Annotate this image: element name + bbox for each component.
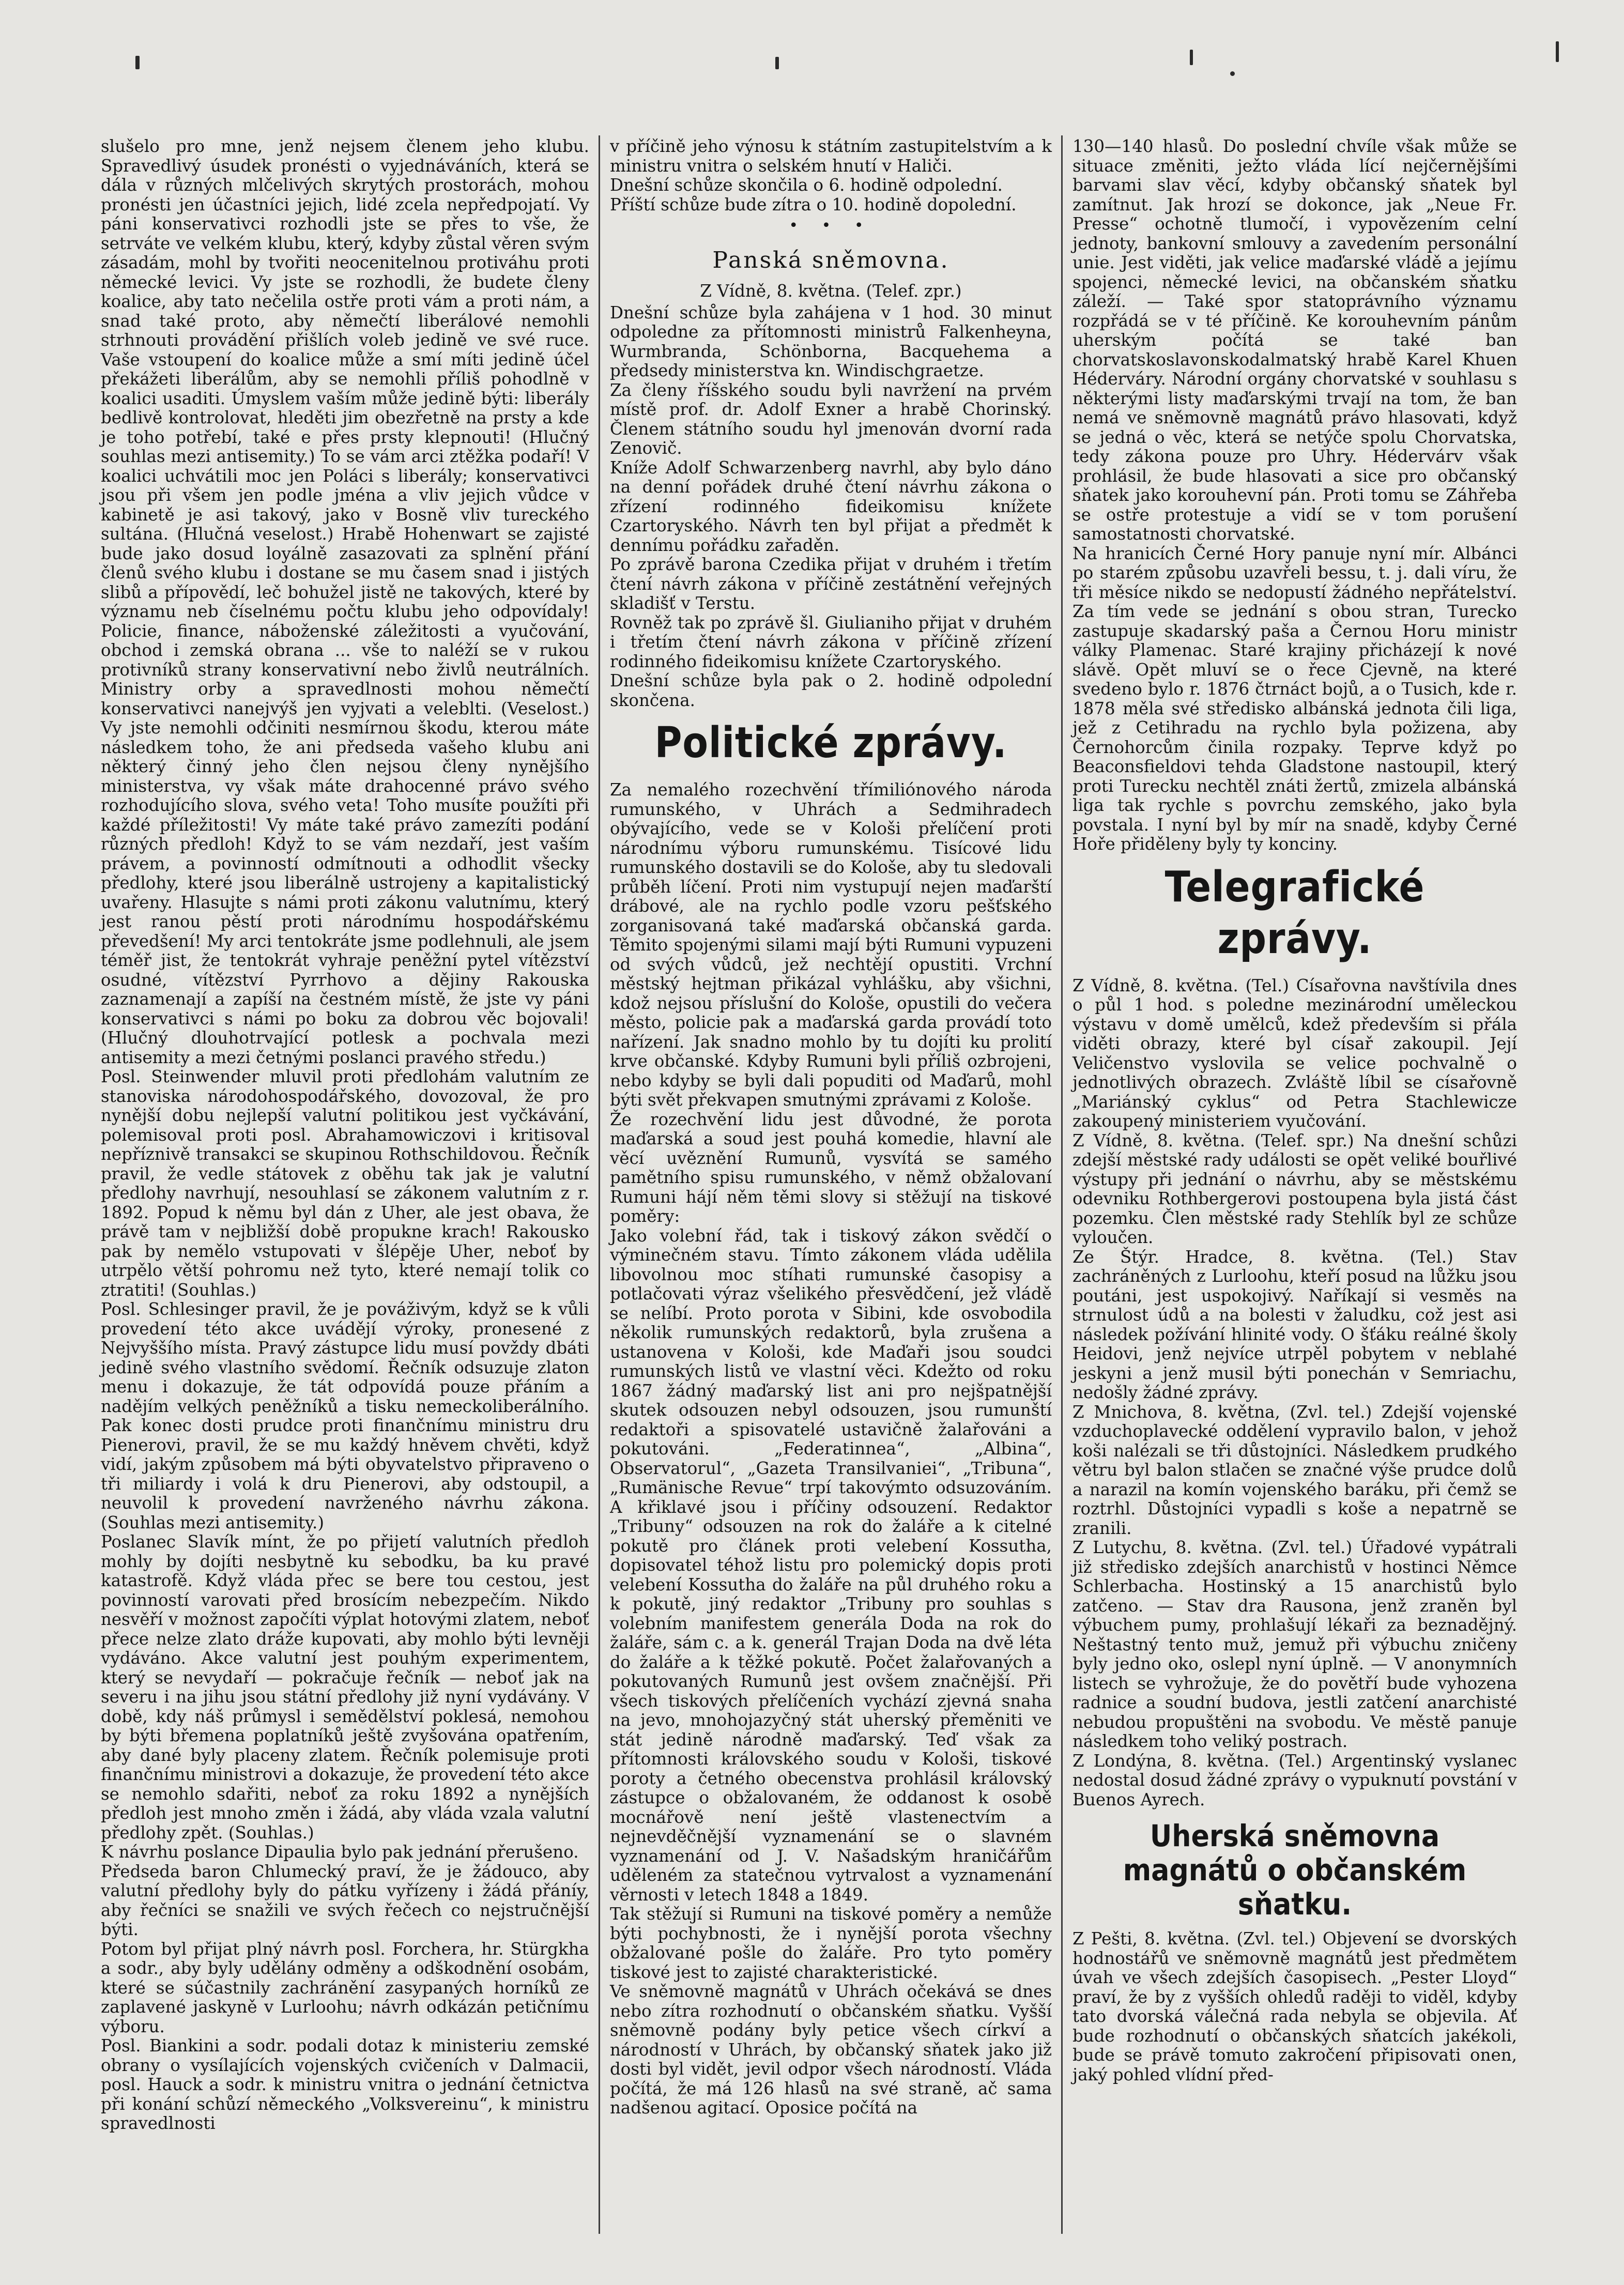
print-speck bbox=[135, 56, 140, 69]
column-rule bbox=[599, 135, 600, 2234]
paragraph: Posl. Schlesinger pravil, že je pováživým, když se k vůli provedení této akce uvádějí výroky, pronesené z Nejvyššího místa. Pravý zástupce lidu musí povždy dbáti jedině svého vlastního svědomí. Řečník odsuzuje zlaton menu i dokazuje, že tát odpovídá pouze přáním a nadějím velkých peněžníků a tisku nemeckoliberálního. Pak konec dosti prudce proti finančnímu ministru dru Pienerovi, pravil, že se mu každý hněvem chvěti, když vidí, jakým způsobem má býti obyvatelstvo připraveno o tři miliardy i volá k dru Pienerovi, aby odstoupil, a neuvolil k provedení navrženého návrhu zákona. (Souhlas mezi antisemity.) bbox=[101, 1299, 589, 1532]
paragraph: Posl. Steinwender mluvil proti předlohám valutním ze stanoviska národohospodářského, dovozoval, že pro nynější dobu nejlepší valutní politikou jest vyčkávání, polemisoval proti posl. Abrahamowiczovi i kritisoval nepříznivě transakci se skupinou Rothschildovou. Řečník pravil, že vedle státovek z oběhu tak jak je valutní předlohy navrhují, nesouhlasí se zákonem valutním z r. 1892. Popud k němu byl dán z Uher, ale jest obava, že právě tam v nejbližší době propukne krach! Rakousko pak by nemělo vstupovati v šlépěje Uher, neboť by utrpělo větší pohromu než tyto, které nemají tolik co ztratiti! (Souhlas.) bbox=[101, 1067, 589, 1300]
paragraph: Rovněž tak po zprávě šl. Giulianiho přijat v druhém i třetím čtení návrh zákona v příčině zřízení rodinného fideikomisu knížete Czartoryského. bbox=[610, 612, 1052, 671]
paragraph: Poslanec Slavík mínt, že po přijetí valutních předloh mohly by dojíti nesbytně ku sebodku, ba ku pravé katastrofě. Když vláda přec se bere tou cestou, jest povinností varovati před brosícím nebezpečím. Nikdo nesvěří v možnost započíti výplat hotovými zlatem, neboť přece nelze zlato dráže kupovati, aby mohlo býti levněji vydáváno. Akce valutní jest pouhým experimentem, který se nevydaří — pokračuje řečník — neboť jak na severu i na jihu jsou státní předlohy již nyní vydávány. V době, kdy náš průmysl i semědělství poklesá, nemohou by býti břemena poplatníků ještě zvyšována opatřením, aby dané byly placeny zlatem. Řečník polemisuje proti finančnímu ministrovi a dokazuje, že provedení této akce se nemohlo sdařiti, neboť za roku 1892 a nynějších předloh jest mnoho změn i žádá, aby vláda vzala valutní předlohy zpět. (Souhlas.) bbox=[101, 1532, 589, 1843]
paragraph: Ve sněmovně magnátů v Uhrách očekává se dnes nebo zítra rozhodnutí o občanském sňatku. Vyšší sněmovně podány byly petice všech církví a národností v Uhrách, by občanský sňatek jako již dosti byl vidět, jevil odpor všech národností. Vláda počítá, že má 126 hlasů na své straně, ač sama nadšenou agitací. Oposice počítá na bbox=[610, 1982, 1052, 2118]
paragraph: Příští schůze bude zítra o 10. hodině dopolední. bbox=[610, 194, 1017, 214]
paragraph: Z Pešti, 8. května. (Zvl. tel.) Objevení se dvorských hodnostářů ve sněmovně magnátů jest předmětem úvah ve všech zdejších časopisech. „Pester Lloyd“ praví, že by z vyšších ohledů raději to viděl, kdyby tato dvorská válečná rada nebyla se objevila. Ať bude rozhodnutí o občanských sňatcích jakékoli, bude se právě tomuto zakročení připisovati onen, jaký pohled vlídní před- bbox=[1073, 1929, 1517, 2084]
paragraph: Posl. Biankini a sodr. podali dotaz k ministeriu zemské obrany o vysílajících vojenských cvičeních v Dalmacii, posl. Hauck a sodr. k ministru vnitra o jednání četnictva při konání schůzí německého „Volksvereinu“, k ministru spravedlnosti bbox=[101, 2036, 589, 2133]
paragraph: Předseda baron Chlumecký praví, že je žádouco, aby valutní předlohy byly do pátku vyřízeny i žádá přáníy, aby řečníci se snažili ve svých řečech co nejstručnější býti. bbox=[101, 1861, 589, 1939]
paragraph: slušelo pro mne, jenž nejsem členem jeho klubu. Spravedlivý úsudek pronésti o vyjednáváních, která se dála v různých mlčelivých skrytých prostorách, mohou pronésti jen účastníci jejich, lidé zcela nepředpojatí. Vy páni konservativci rozhodli jste se přes to vše, že setrváte ve velkém klubu, který, kdyby zůstal věren svým zásadám, mohl by tvořiti neocenitelnou protiváhu proti německé levici. Vy jste se rozhodli, že budete členy koalice, aby tato nečelila ostře proti vám a proti nám, a snad také proto, aby němečtí liberálové nemohli strhnouti provádění přišlích voleb jedině ve své ruce. Vaše vstoupení do koalice může a smí míti jedině účel překážeti liberálům, aby se nemohli příliš pohodlně v koalici usaditi. Úmyslem vaším může jedině býti: liberály bedlivě kontrolovat, hleděti jim obezřetně na prsty a kde je toho potřebí, také e přes prsty klepnouti! (Hlučný souhlas mezi antisemity.) To se vám arci ztěžka podaří! V koalici uchvátili moc jen Poláci s liberály; konservativci jsou při všem jen podle jména a vliv jejich vůdce v kabinetě je asi takový, jako v Bosně vliv tureckého sultána. (Hlučná veselost.) Hrabě Hohenwart se zajisté bude jako dosud loyálně zasazovati za splnění přání členů svého klubu i dostane se mu časem snad i jistých slibů a přípovědí, leč bohužel jistě ne takových, které by významu neb číselnému počtu klubu jeho odpovídaly! Policie, finance, náboženské záležitosti a vyučování, obchod i zemská obrana ... vše to naléží se v rukou protivníků strany konservativní nebo živlů neutrálních. Ministry orby a spravedlnosti mohou němečtí konservativci nanejvýš jen vyjvati a veleblti. (Veselost.) Vy jste nemohli odčiniti nesmírnou škodu, kterou máte následkem toho, že ani předseda vašeho klubu ani některý činný jeho člen nejsou členy nynějšího ministerstva, vy však máte drahocenné právo svého rozhodujícího slova, svého veta! Toho musíte použíti při každé příležitosti! Vy máte také právo zamezíti podání různých předloh! Když to se vám nezdaří, jest vaším právem, a povinností odmítnouti a odhodlit všecky předlohy, které jsou liberálně ustrojeny a kapitalistický uvařeny. Hlasujte s námi proti zákonu valutnímu, který jest ranou pěstí proti národnímu hospodářskému převedšení! My arci tentokráte jsme podlehnuli, ale jsem téměř jist, že tentokrát vyhraje peněžní pytel vítězství osudné, vítězství Pyrrhovo a dějiny Rakouska zaznamenají a zapíší na čestném místě, že jste vy páni konservativci s námi po boku za dobrou věc bojovali! (Hlučný dlouhotrvající potlesk a pochvala mezi antisemity a mezi četnými poslanci pravého středu.) bbox=[101, 137, 589, 1067]
dateline: Z Vídně, 8. května. (Telef. zpr.) bbox=[700, 281, 962, 301]
print-speck bbox=[1230, 71, 1235, 76]
print-speck bbox=[1556, 41, 1559, 62]
paragraph: Dnešní schůze skončila o 6. hodině odpolední. bbox=[610, 175, 1003, 195]
headline-telegraficke-zpravy: Telegrafické zprávy. bbox=[1165, 862, 1425, 963]
column-1 bbox=[96, 137, 594, 2256]
paragraph: Z Londýna, 8. května. (Tel.) Argentinský vyslanec nedostal dosud žádné zprávy o vypuknutí povstání v Buenos Ayrech. bbox=[1073, 1751, 1517, 1809]
paragraph: Z Mnichova, 8. května, (Zvl. tel.) Zdejší vojenské vzduchoplavecké oddělení vypravilo balon, v jehož koši nalézali se tři důstojníci. Následkem prudkého větru byl balon stlačen se značné výše prudce dolů a narazil na komín vojenského baráku, při čemž se roztrhl. Důstojníci vypadli s koše a nepatrně se zranili. bbox=[1073, 1402, 1517, 1538]
paragraph: Tak stěžují si Rumuni na tiskové poměry a nemůže býti pochybnosti, že i nynější porota všechny obžalované pošle do žaláře. Pro tyto poměry tiskové jest to zajisté charakteristické. bbox=[610, 1904, 1052, 1982]
paragraph: Po zprávě barona Czedika přijat v druhém i třetím čtení návrh zákona v příčině zestátnění veřejných skladišť v Terstu. bbox=[610, 555, 1052, 613]
paragraph: Dnešní schůze byla pak o 2. hodině odpolední skončena. bbox=[610, 671, 1052, 710]
paragraph: Dnešní schůze byla zahájena v 1 hod. 30 minut odpoledne za přítomnosti ministrů Falkenheyna, Wurmbranda, Schönborna, Bacquehema a předsedy ministerstva kn. Windischgraetze. bbox=[610, 302, 1052, 380]
headline-politicke-zpravy: Politické zprávy. bbox=[654, 718, 1007, 768]
column-2 bbox=[605, 137, 1057, 2256]
paragraph: Za členy říšského soudu byli navržení na prvém místě prof. dr. Adolf Exner a hrabě Chorinský. Členem státního soudu hyl jmenován dvorní rada Zenovič. bbox=[610, 380, 1052, 458]
section-ornament: • • • bbox=[789, 217, 873, 235]
print-speck bbox=[775, 57, 779, 69]
paragraph: Z Vídně, 8. května. (Tel.) Císařovna navštívila dnes o půl 1 hod. s poledne mezinárodní uměleckou výstavu v domě umělců, kdež především si přála viděti obrazy, které byl císař zakoupil. Její Veličenstvo vyslovila se velice pochvalně o jednotlivých obrazech. Zvláště líbil se císařovně „Mariánský cyklus“ od Petra Stachlewicze zakoupený ministeriem vyučování. bbox=[1073, 975, 1517, 1131]
column-rule bbox=[1061, 135, 1063, 2234]
subheadline-uherska-snemovna: Uherská sněmovna magnátů o občanském sňatku. bbox=[1123, 1818, 1467, 1922]
paragraph: Na hranicích Černé Hory panuje nyní mír. Albánci po starém způsobu uzavřeli bessu, t. j. dali víru, že tři měsíce nikdo se nedopustí žádného nepřátelství. Za tím vede se jednání s obou stran, Turecko zastupuje skadarský paša a Černou Horu ministr války Plamenac. Staré krajiny přicházejí k nové slávě. Opět mluví se o řece Cjevně, na které svedeno bylo r. 1876 čtrnáct bojů, a o Tusich, kde r. 1878 měla své středisko albánská jednota čili liga, jež z Cetihradu na rychlo byla požizena, aby Černohorcům činila rozpaky. Teprve když po Beaconsfieldovi tehda Gladstone nastoupil, který proti Turecku nechtěl znáti žertů, zmizela albánská liga tak rychle s povrchu zemského, jako byla povstala. I nyní byl by mír na snadě, kdyby Černé Hoře přiděleny byly ty konciny. bbox=[1073, 543, 1517, 854]
section-title-panska-snemovna: Panská sněmovna. bbox=[712, 247, 949, 273]
paragraph: v příčině jeho výnosu k státním zastupitelstvím a k ministru vnitra o selském hnutí v Haliči. bbox=[610, 137, 1052, 176]
print-speck bbox=[1190, 50, 1193, 65]
paragraph: 130—140 hlasů. Do poslední chvíle však může se situace změniti, ježto vláda lící nejčernějšími barvami slav věcí, kdyby občanský sňatek byl zamítnut. Jak hrozí se dokonce, jak „Neue Fr. Presse“ ochotně tlumočí, i vypovězením celní jednoty, bankovní smlouvy a zavedením personální unie. Jest viděti, jak velice maďarské vládě a jejímu spojenci, německé levici, na občanském sňatku záleží. — Také spor statoprávního významu rozpřádá se v té příčině. Ke korouhevním pánům uherským počítá se také ban chorvatskoslavonskodalmatský hrabě Karel Khuen Héderváry. Národní orgány chorvatské v souhlasu s některými listy maďarskými trvají na tom, že ban nemá ve sněmovně magnátů právo hlasovati, když se jedná o věc, která se netýče spolu Chorvatska, tedy zákona pouze pro Uhry. Hédervárv však prohlásil, že bude hlasovati a sice pro občanský sňatek jako korouhevní pán. Proti tomu se Záhřeba se ostře protestuje a vidí se v tom porušení samostatnosti chorvatské. bbox=[1073, 137, 1517, 544]
paragraph: Z Lutychu, 8. května. (Zvl. tel.) Úřadové vypátrali již středisko zdejších anarchistů v hostinci Němce Schlerbacha. Hostinský a 15 anarchistů bylo zatčeno. — Stav dra Rausona, jenž zraněn byl výbuchem pumy, prohlašují lékaři za beznadějný. Neštastný tento muž, jemuž při výbuchu zničeny byly jedno oko, oslepl nyní úplně. — V anonymních listech se vyhrožuje, že do povětří bude vyhozena radnice a soudní budova, jestli zatčení anarchisté nebudou propuštěni na svobodu. Ve městě panuje následkem toho veliký postrach. bbox=[1073, 1538, 1517, 1751]
paragraph: Že rozechvění lidu jest důvodné, že porota maďarská a soud jest pouhá komedie, hlavní ale věcí uvěznění Rumunů, vysvítá se samého pamětního spisu rumunského, v němž obžalovaní Rumuni hájí něm těmi slovy si stěžují na tiskové poměry: bbox=[610, 1109, 1052, 1226]
paragraph: Jako volební řád, tak i tiskový zákon svědčí o výminečném stavu. Tímto zákonem vláda udělila libovolnou moc stíhati rumunské časopisy a potlačovati výraz všelikého přesvědčení, jež vládě se nelíbí. Proto porota v Sibini, kde osvobodila několik rumunských redaktorů, byla zrušena a ustanovena v Kološi, kde Maďaři jsou soudci rumunských listů ve vlastní věci. Kdežto od roku 1867 žádný maďarský list ani pro nejšpatnější skutek odsouzen nebyl odsouzen, jsou rumunští redaktoři a spisovatelé ustavičně žalařováni a pokutováni. „Federatinnea“, „Albina“, Observatorul“, „Gazeta Transilvaniei“, „Tribuna“, „Rumänische Revue“ trpí takovýmto odsuzováním. A křiklavé jsou i příčiny odsouzení. Redaktor „Tribuny“ odsouzen na rok do žaláře a k citelné pokutě pro článek proti velebení Kossutha, dopisovatel téhož listu pro polemický dopis proti velebení Kossutha do žaláře na půl druhého roku a k pokutě, jiný redaktor „Tribuny pro souhlas s volebním manifestem generála Doda na rok do žaláře, sám c. a k. generál Trajan Doda na dvě léta do žaláře a k těžké pokutě. Počet žalařovaných a pokutovaných Rumunů jest ovšem značnější. Při všech tiskových přelíčeních vychází zjevná snaha na jevo, mnohojazyčný stát uherský přeměniti ve stát jedině národně maďarský. Teď však za přítomnosti královského soudu v Kološi, tiskové poroty a četného obecenstva prohlásil královský zástupce o obžalovaném, že oddanost k osobě mocnářově není ještě vlastenectvím a nejnevděčnější vyznamenání se o slavném vyznamenání od J. V. Našadským hraničářům uděleném za statečnou vytrvalost a vyznamenání věrnosti v letech 1848 a 1849. bbox=[610, 1225, 1052, 1905]
paragraph: Kníže Adolf Schwarzenberg navrhl, aby bylo dáno na denní pořádek druhé čtení návrhu zákona o zřízení rodinného fideikomisu knížete Czartoryského. Návrh ten byl přijat a předmět k dennímu pořádku zařaděn. bbox=[610, 457, 1052, 555]
paragraph: Za nemalého rozechvění třímiliónového národa rumunského, v Uhrách a Sedmihradech obývajícího, vede se v Kološi přelíčení proti národnímu výboru rumunskému. Tisícové lidu rumunského dostavili se do Kološe, aby tu sledovali průběh líčení. Proti nim vystupují nejen maďarští drábové, ale na rychlo podle vzoru pešťského zorganisovaná také maďarská občanská garda. Těmito spojenými silami mají býti Rumuni vypuzeni od svých vůdců, jež nechtějí opustiti. Vrchní městský hejtman přikázal vyhlášku, aby všichni, kdož nejsou příslušní do Kološe, opustili do večera město, policie pak a maďarská garda provádí toto nařízení. Jak snadno mohlo by tu dojíti ku prolití krve občanské. Kdyby Rumuni byli příliš ozbrojeni, nebo kdyby se byli dali popuditi od Maďarů, mohl býti svět překvapen smutnými zprávami z Kološe. bbox=[610, 780, 1052, 1110]
paragraph: Z Vídně, 8. května. (Telef. spr.) Na dnešní schůzi zdejší městské rady události se opět veliké bouřlivé výstupy při jednání o návrhu, aby se městskému odevniku Rothbergerovi postoupena byla jistá část pozemku. Člen městské rady Stehlík byl ze schůze vyloučen. bbox=[1073, 1130, 1517, 1247]
column-3 bbox=[1067, 137, 1522, 2256]
paragraph: K návrhu poslance Dipaulia bylo pak jednání přerušeno. bbox=[101, 1842, 579, 1862]
paragraph: Ze Štýr. Hradce, 8. května. (Tel.) Stav zachráněných z Lurloohu, kteří posud na lůžku jsou poutáni, jest uspokojivý. Naříkají si vesměs na strnulost údů a na bolesti v žaludku, což jest asi následek požívání hlinité vody. O šťáku reálné školy Heidovi, jenž nejvíce utrpěl pobytem v neblahé jeskyni a jenž musil býti ponechán v Semriachu, nedošly žádné zprávy. bbox=[1073, 1247, 1517, 1402]
paragraph: Potom byl přijat plný návrh posl. Forchera, hr. Stürgkha a sodr., aby byly udělány odměny a odškodnění osobám, které se súčastnily zachránění zasypaných horníků ze zaplavené jaskyně v Lurloohu; návrh odkázán petičnímu výboru. bbox=[101, 1939, 589, 2036]
